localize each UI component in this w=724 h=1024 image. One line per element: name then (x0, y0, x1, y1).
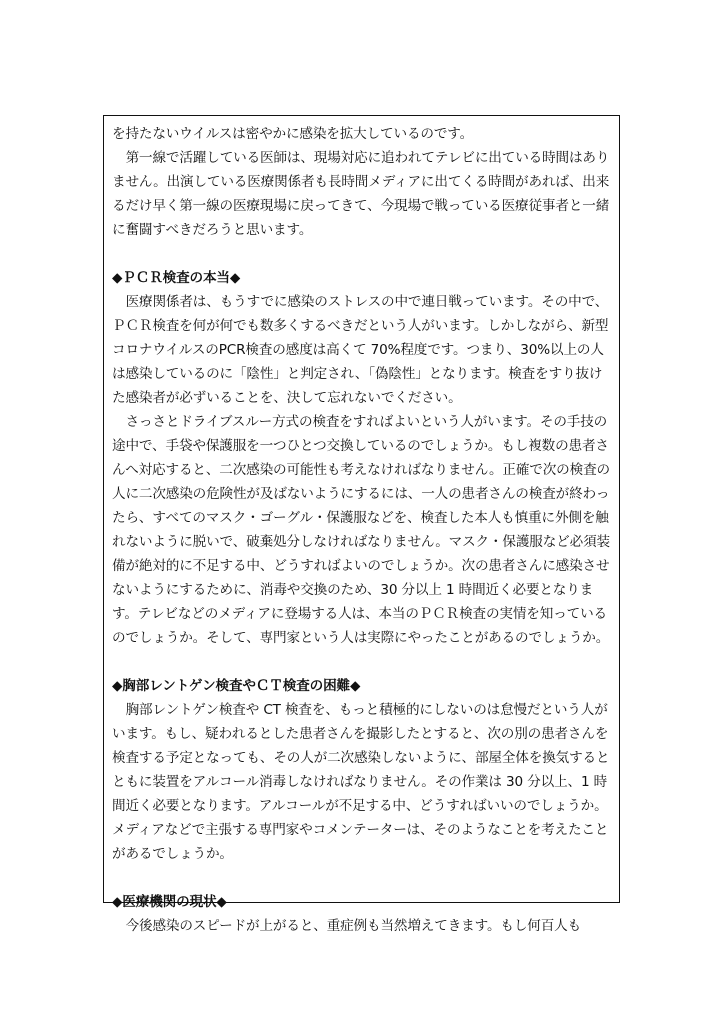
paragraph-xray-ct: 胸部レントゲン検査や CT 検査を、もっと積極的にしないのは怠慢だという人がいます。もし、疑われるとした患者さんを撮影したとすると、次の別の患者さんを検査する予定となっても、その人が二次感染しないように、部屋全体を換気するとともに装置をアルコール消毒しなければなりません。その作業は 30 分以上、1 時間近く必要となります。アルコールが不足する中、どうすればいいのでしょうか。メディアなどで主張する専門家やコメンテーターは、そのようなことを考えたことがあるでしょうか。 (112, 702, 610, 862)
heading-xray-ct: ◆胸部レントゲン検査やＣＴ検査の困難◆ (112, 678, 361, 694)
article-body (112, 122, 610, 938)
heading-pcr-truth: ◆ＰＣＲ検査の本当◆ (112, 270, 241, 286)
paragraph-pcr-sensitivity: 医療関係者は、もうすでに感染のストレスの中で連日戦っています。その中で、ＰＣＲ検査を何が何でも数多くするべきだという人がいます。しかしながら、新型コロナウイルスのPCR検査の感度は高くて 70%程度です。つまり、30%以上の人は感染しているのに「陰性」と判定され、「偽陰性」となります。検査をすり抜けた感染者が必ずいることを、決して忘れないでください。 (112, 294, 609, 406)
text-box (103, 115, 620, 934)
heading-medical-status: ◆医療機関の現状◆ (112, 894, 227, 910)
paragraph-medical-status: 今後感染のスピードが上がると、重症例も当然増えてきます。もし何百人も (125, 918, 582, 934)
paragraph-frontline-doctors: 第一線で活躍している医師は、現場対応に追われてテレビに出ている時間はありません。出演している医療関係者も長時間メディアに出てくる時間があれば、出来るだけ早く第一線の医療現場に戻ってきて、今現場で戦っている医療従事者と一緒に奮闘すべきだろうと思います。 (112, 150, 610, 238)
paragraph-continuation: を持たないウイルスは密やかに感染を拡大しているのです。 (112, 126, 474, 142)
paragraph-drive-through: さっさとドライブスルー方式の検査をすればよいという人がいます。その手技の途中で、手袋や保護服を一つひとつ交換しているのでしょうか。もし複数の患者さんへ対応すると、二次感染の可能性も考えなければなりません。正確で次の検査の人に二次感染の危険性が及ばないようにするには、一人の患者さんの検査が終わったら、すべてのマスク・ゴーグル・保護服などを、検査した本人も慎重に外側を触れないように脱いで、破棄処分しなければなりません。マスク・保護服など必須装備が絶対的に不足する中、どうすればよいのでしょうか。次の患者さんに感染させないようにするために、消毒や交換のため、30 分以上 1 時間近く必要となります。テレビなどのメディアに登場する人は、本当のＰＣＲ検査の実情を知っているのでしょうか。そして、専門家という人は実際にやったことがあるのでしょうか。 (112, 414, 610, 646)
